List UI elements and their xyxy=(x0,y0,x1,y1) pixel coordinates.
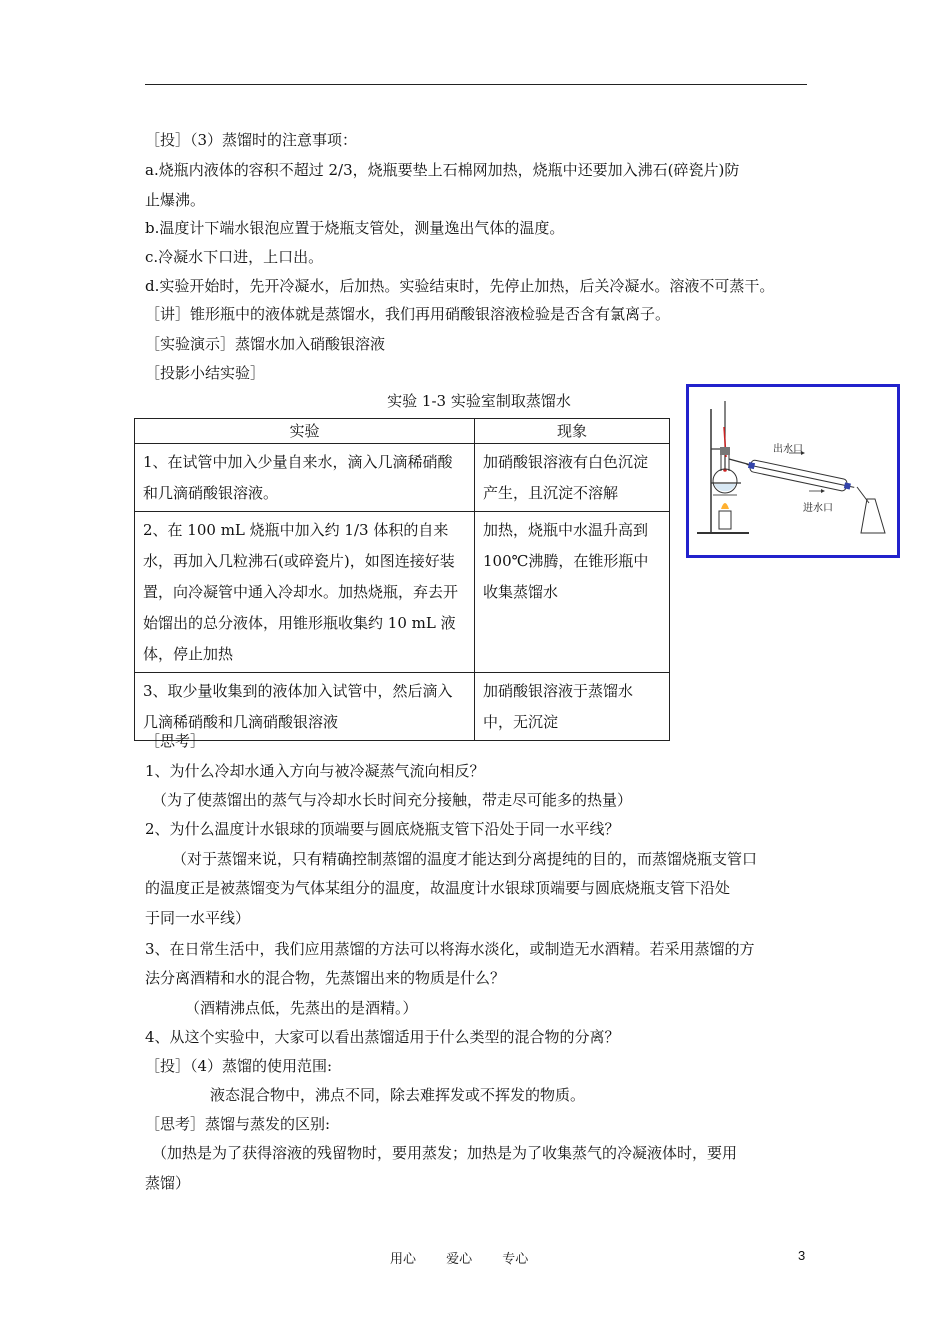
text-line: ［投］（4）蒸馏的使用范围: xyxy=(145,1057,333,1075)
distillation-apparatus-figure xyxy=(686,384,900,558)
text-line: 3、在日常生活中，我们应用蒸馏的方法可以将海水淡化，或制造无水酒精。若采用蒸馏的方 xyxy=(145,940,755,958)
text-line: 蒸馏） xyxy=(145,1174,191,1192)
table-caption: 实验 1-3 实验室制取蒸馏水 xyxy=(387,392,571,410)
experiment-cell: 2、在 100 mL 烧瓶中加入约 1/3 体积的自来水，再加入几粒沸石(或碎瓷片)，如图连接好装置，向冷凝管中通入冷却水。加热烧瓶，弃去开始馏出的总分液体，用锥形瓶收集约 10 mL 液体，停止加热 xyxy=(135,512,475,673)
experiment-table xyxy=(134,418,670,741)
header-phenomenon: 现象 xyxy=(475,419,670,444)
experiment-cell: 3、取少量收集到的液体加入试管中，然后滴入几滴稀硝酸和几滴硝酸银溶液 xyxy=(135,673,475,741)
observation-cell: 加热，烧瓶中水温升高到 100℃沸腾，在锥形瓶中收集蒸馏水 xyxy=(475,512,670,673)
table-header-row xyxy=(135,419,670,444)
text-line: （加热是为了获得溶液的残留物时，要用蒸发；加热是为了收集蒸气的冷凝液体时，要用 xyxy=(152,1144,738,1162)
water-inlet-label: 进水口 xyxy=(803,503,833,514)
text-line: d.实验开始时，先开冷凝水，后加热。实验结束时，先停止加热，后关冷凝水。溶液不可蒸干。 xyxy=(145,277,775,295)
table-row xyxy=(135,673,670,741)
text-line: 1、为什么冷却水通入方向与被冷凝蒸气流向相反？ xyxy=(145,762,485,780)
text-line: ［投］（3）蒸馏时的注意事项： xyxy=(145,131,358,149)
table-row xyxy=(135,512,670,673)
text-line: ［实验演示］蒸馏水加入硝酸银溶液 xyxy=(145,335,386,353)
text-line: ［思考］ xyxy=(145,732,206,750)
header-rule xyxy=(145,84,807,85)
page-footer: 用心 爱心 专心 xyxy=(390,1252,529,1267)
water-outlet-label: 出水口 xyxy=(773,444,803,455)
text-line: 的温度正是被蒸馏变为气体某组分的温度，故温度计水银球顶端要与圆底烧瓶支管下沿处 xyxy=(145,879,731,897)
text-line: 2、为什么温度计水银球的顶端要与圆底烧瓶支管下沿处于同一水平线？ xyxy=(145,820,620,838)
distillation-apparatus-diagram xyxy=(689,387,897,555)
text-line: 于同一水平线） xyxy=(145,909,251,927)
page-number: 3 xyxy=(798,1248,806,1263)
observation-cell: 加硝酸银溶液于蒸馏水中，无沉淀 xyxy=(475,673,670,741)
text-line: b.温度计下端水银泡应置于烧瓶支管处，测量逸出气体的温度。 xyxy=(145,219,565,237)
text-line: ［讲］锥形瓶中的液体就是蒸馏水，我们再用硝酸银溶液检验是否含有氯离子。 xyxy=(145,305,671,323)
text-line: （对于蒸馏来说，只有精确控制蒸馏的温度才能达到分离提纯的目的，而蒸馏烧瓶支管口 xyxy=(172,850,758,868)
experiment-cell: 1、在试管中加入少量自来水，滴入几滴稀硝酸和几滴硝酸银溶液。 xyxy=(135,444,475,512)
text-line: 止爆沸。 xyxy=(145,191,206,209)
text-line: c.冷凝水下口进，上口出。 xyxy=(145,248,324,266)
table-row xyxy=(135,444,670,512)
text-line: 4、从这个实验中，大家可以看出蒸馏适用于什么类型的混合物的分离？ xyxy=(145,1028,620,1046)
text-line: 法分离酒精和水的混合物，先蒸馏出来的物质是什么？ xyxy=(145,969,506,987)
text-line: ［思考］蒸馏与蒸发的区别: xyxy=(145,1115,331,1133)
text-line: a.烧瓶内液体的容积不超过 2/3，烧瓶要垫上石棉网加热，烧瓶中还要加入沸石(碎瓷片)防 xyxy=(145,161,740,179)
header-experiment: 实验 xyxy=(135,419,475,444)
text-line: （为了使蒸馏出的蒸气与冷却水长时间充分接触，带走尽可能多的热量） xyxy=(152,791,633,809)
observation-cell: 加硝酸银溶液有白色沉淀产生，且沉淀不溶解 xyxy=(475,444,670,512)
text-line: 液态混合物中，沸点不同，除去难挥发或不挥发的物质。 xyxy=(210,1086,586,1104)
text-line: ［投影小结实验］ xyxy=(145,364,266,382)
text-line: （酒精沸点低，先蒸出的是酒精。） xyxy=(185,999,418,1017)
